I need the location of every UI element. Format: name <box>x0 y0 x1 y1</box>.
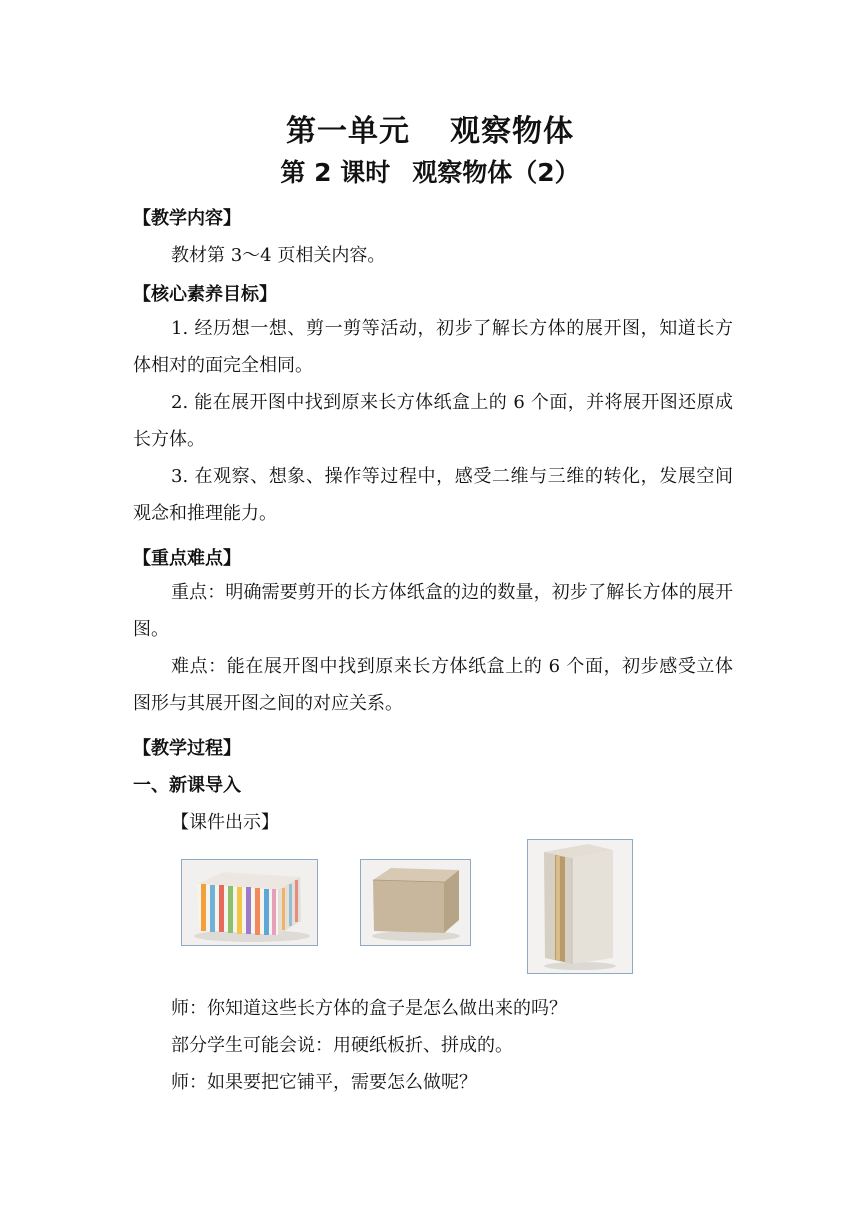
goals-heading: 【核心素养目标】 <box>133 284 277 305</box>
lesson-title-number: 第 2 课时 <box>280 158 391 187</box>
striped-box-image <box>182 860 317 945</box>
goal-2: 2. 能在展开图中找到原来长方体纸盒上的 6 个面，并将展开图还原成长方体。 <box>133 392 733 450</box>
goal-3: 3. 在观察、想象、操作等过程中，感受二维与三维的转化，发展空间观念和推理能力。 <box>133 466 733 524</box>
part-one-heading: 一、新课导入 <box>133 775 241 796</box>
tall-box-image <box>528 840 632 973</box>
content-text: 教材第 3～4 页相关内容。 <box>171 245 386 266</box>
kraft-box-image <box>361 860 470 945</box>
difficult-point: 难点：能在展开图中找到原来长方体纸盒上的 6 个面，初步感受立体图形与其展开图之间的对应关系。 <box>133 656 733 714</box>
kraft-box-photo <box>360 859 471 946</box>
dialog-teacher-followup: 师：如果要把它铺平，需要怎么做呢？ <box>171 1072 477 1093</box>
process-heading: 【教学过程】 <box>133 738 241 759</box>
striped-box-photo <box>181 859 318 946</box>
goal-1: 1. 经历想一想、剪一剪等活动，初步了解长方体的展开图，知道长方体相对的面完全相同。 <box>133 318 733 376</box>
dialog-student-answer: 部分学生可能会说：用硬纸板折、拼成的。 <box>171 1035 513 1056</box>
courseware-label: 【课件出示】 <box>171 812 279 833</box>
key-point: 重点：明确需要剪开的长方体纸盒的边的数量，初步了解长方体的展开图。 <box>133 582 733 640</box>
unit-title-name: 观察物体 <box>450 114 574 149</box>
tall-box-photo <box>527 839 633 974</box>
dialog-teacher-question: 师：你知道这些长方体的盒子是怎么做出来的吗？ <box>171 998 567 1019</box>
unit-title-number: 第一单元 <box>286 114 410 149</box>
lesson-title-name: 观察物体（2） <box>412 158 580 187</box>
lesson-title <box>0 153 860 189</box>
content-heading: 【教学内容】 <box>133 208 241 229</box>
key-points-heading: 【重点难点】 <box>133 548 241 569</box>
unit-title <box>0 106 860 150</box>
